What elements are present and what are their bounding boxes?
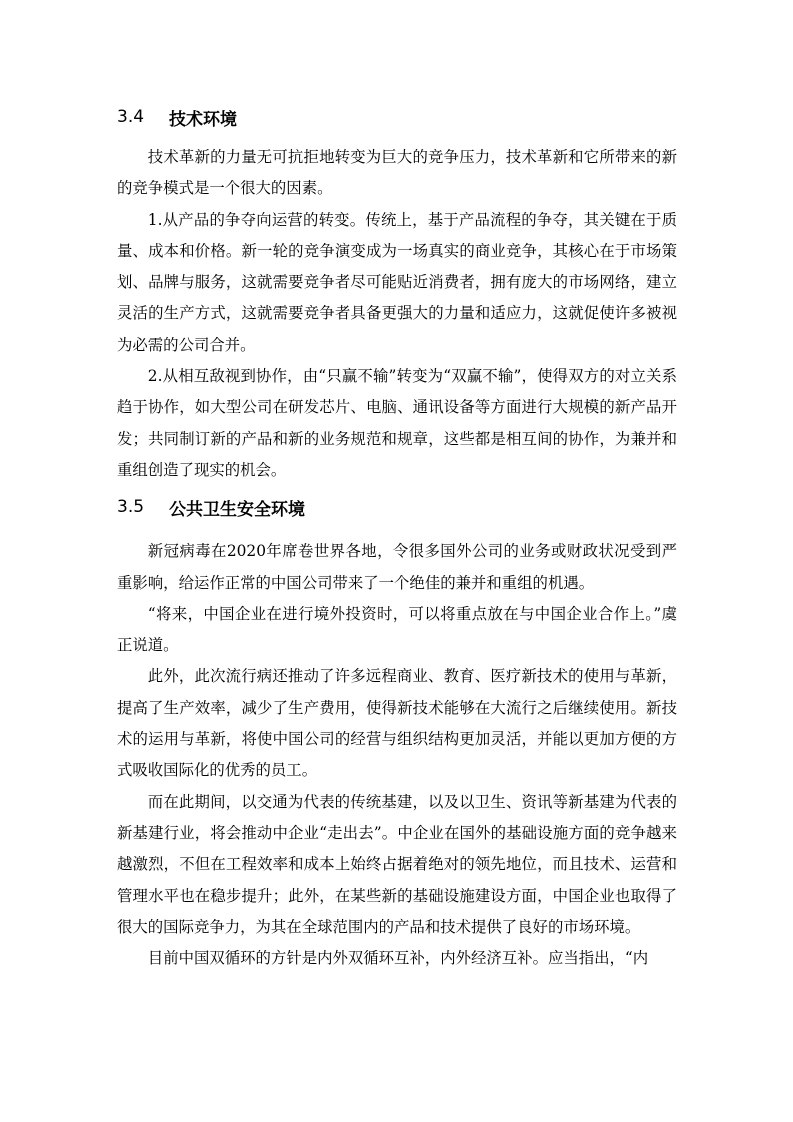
section-title: 公共卫生安全环境 [169,499,305,520]
paragraph: 此外，此次流行病还推动了许多远程商业、教育、医疗新技术的使用与革新，提高了生产效率，减少了生产费用，使得新技术能够在大流行之后继续使用。新技术的运用与革新，将使中国公司的经营与组织结构更加灵活，并能以更加方便的方式吸收国际化的优秀的员工。 [117,667,677,780]
section-heading-3-5 [117,490,677,524]
paragraph: 而在此期间，以交通为代表的传统基建，以及以卫生、资讯等新基建为代表的新基建行业，将会推动中企业“走出去”。中企业在国外的基础设施方面的竞争越来越激烈，不但在工程效率和成本上始终占据着绝对的领先地位，而且技术、运营和管理水平也在稳步提升；此外，在某些新的基础设施建设方面，中国企业也取得了很大的国际竞争力，为其在全球范围内的产品和技术提供了良好的市场环境。 [117,792,677,936]
paragraph: 目前中国双循环的方针是内外双循环互补，内外经济互补。应当指出，“内 [147,949,649,968]
section-heading-3-4 [117,100,677,134]
paragraph: 2.从相互敌视到协作，由“只赢不输”转变为“双赢不输”，使得双方的对立关系趋于协作，如大型公司在研发芯片、电脑、通讯设备等方面进行大规模的新产品开发；共同制订新的产品和新的业务规范和规章，这些都是相互间的协作，为兼并和重组创造了现实的机会。 [117,367,677,479]
paragraph: 1.从产品的争夺向运营的转变。传统上，基于产品流程的争夺，其关键在于质量、成本和价格。新一轮的竞争演变成为一场真实的商业竞争，其核心在于市场策划、品牌与服务，这就需要竞争者尽可能贴近消费者，拥有庞大的市场网络，建立灵活的生产方式，这就需要竞争者具备更强大的力量和适应力，这就促使许多被视为必需的公司合并。 [117,210,677,354]
paragraph: 技术革新的力量无可抗拒地转变为巨大的竞争压力，技术革新和它所带来的新的竞争模式是一个很大的因素。 [117,148,677,198]
section-title: 技术环境 [169,109,237,130]
paragraph: “将来，中国企业在进行境外投资时，可以将重点放在与中国企业合作上。”虞正说道。 [117,604,677,655]
page-content [117,100,677,974]
section-number: 3.4 [117,107,145,127]
section-number: 3.5 [117,497,145,518]
paragraph: 新冠病毒在2020年席卷世界各地，令很多国外公司的业务或财政状况受到严重影响，给运作正常的中国公司带来了一个绝佳的兼并和重组的机遇。 [117,542,677,592]
